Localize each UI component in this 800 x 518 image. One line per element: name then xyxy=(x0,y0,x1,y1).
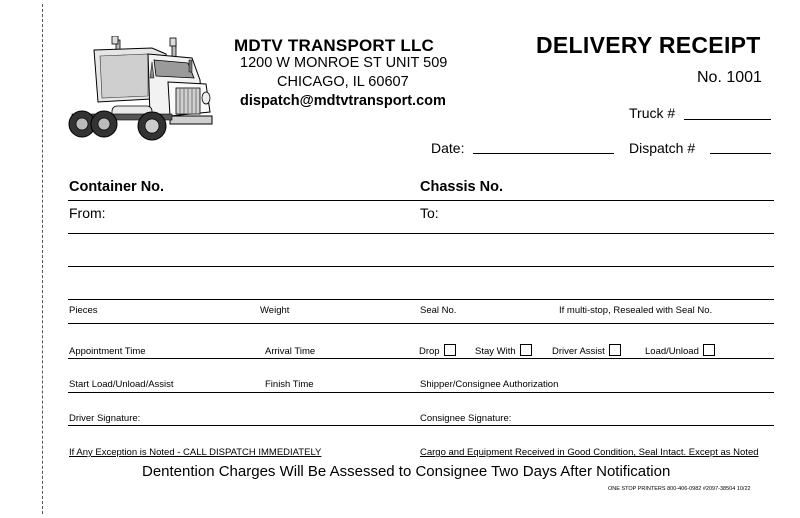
truck-number-field[interactable] xyxy=(684,119,771,120)
date-field[interactable] xyxy=(473,153,614,154)
load-unload-label: Load/Unload xyxy=(645,346,699,357)
chassis-number-label: Chassis No. xyxy=(420,179,503,195)
date-label: Date: xyxy=(431,140,465,156)
dispatch-number-field[interactable] xyxy=(710,153,771,154)
pieces-label: Pieces xyxy=(69,305,98,316)
printer-imprint: ONE STOP PRINTERS 800-406-0982 #2097-38504 10/22 xyxy=(608,486,751,492)
from-to-line-3[interactable] xyxy=(68,299,774,300)
stay-with-label: Stay With xyxy=(475,346,516,357)
perforation-line xyxy=(42,4,43,514)
consignee-signature-label: Consignee Signature: xyxy=(420,413,512,424)
driver-signature-label: Driver Signature: xyxy=(69,413,141,424)
company-address-line1: 1200 W MONROE ST UNIT 509 xyxy=(240,55,448,71)
exception-notice: If Any Exception is Noted - CALL DISPATCH IMMEDIATELY xyxy=(69,447,322,458)
from-label: From: xyxy=(69,205,106,221)
drop-checkbox[interactable] xyxy=(419,344,456,357)
from-to-line-1[interactable] xyxy=(68,233,774,234)
arrival-time-label: Arrival Time xyxy=(265,346,316,357)
pieces-row-line[interactable] xyxy=(68,323,774,324)
to-label: To: xyxy=(420,205,439,221)
load-unload-checkbox[interactable] xyxy=(645,344,715,357)
multi-stop-seal-label: If multi-stop, Resealed with Seal No. xyxy=(559,305,713,316)
company-email: dispatch@mdtvtransport.com xyxy=(240,93,446,109)
container-chassis-line[interactable] xyxy=(68,200,774,201)
seal-number-label: Seal No. xyxy=(420,305,457,316)
document-title: DELIVERY RECEIPT xyxy=(536,32,761,58)
signature-row-line[interactable] xyxy=(68,425,774,426)
driver-assist-checkbox-box[interactable] xyxy=(609,344,621,356)
shipper-auth-label: Shipper/Consignee Authorization xyxy=(420,379,559,390)
start-load-row-line[interactable] xyxy=(68,392,774,393)
weight-label: Weight xyxy=(260,305,290,316)
company-name: MDTV TRANSPORT LLC xyxy=(234,36,435,55)
driver-assist-label: Driver Assist xyxy=(552,346,605,357)
drop-label: Drop xyxy=(419,346,440,357)
from-to-line-2[interactable] xyxy=(68,266,774,267)
driver-assist-checkbox[interactable] xyxy=(552,344,621,357)
detention-charges-notice: Dentention Charges Will Be Assessed to Consignee Two Days After Notification xyxy=(142,463,671,480)
cargo-condition-notice: Cargo and Equipment Received in Good Condition, Seal Intact. Except as Noted xyxy=(420,447,759,458)
appointment-row-line[interactable] xyxy=(68,358,774,359)
stay-with-checkbox-box[interactable] xyxy=(520,344,532,356)
appointment-time-label: Appointment Time xyxy=(69,346,146,357)
receipt-number: No. 1001 xyxy=(697,69,762,86)
company-address-line2: CHICAGO, IL 60607 xyxy=(277,74,409,90)
stay-with-checkbox[interactable] xyxy=(475,344,532,357)
drop-checkbox-box[interactable] xyxy=(444,344,456,356)
finish-time-label: Finish Time xyxy=(265,379,314,390)
start-load-label: Start Load/Unload/Assist xyxy=(69,379,174,390)
truck-number-label: Truck # xyxy=(629,105,676,121)
truck-icon xyxy=(64,36,216,142)
load-unload-checkbox-box[interactable] xyxy=(703,344,715,356)
dispatch-number-label: Dispatch # xyxy=(629,140,696,156)
container-number-label: Container No. xyxy=(69,179,165,195)
